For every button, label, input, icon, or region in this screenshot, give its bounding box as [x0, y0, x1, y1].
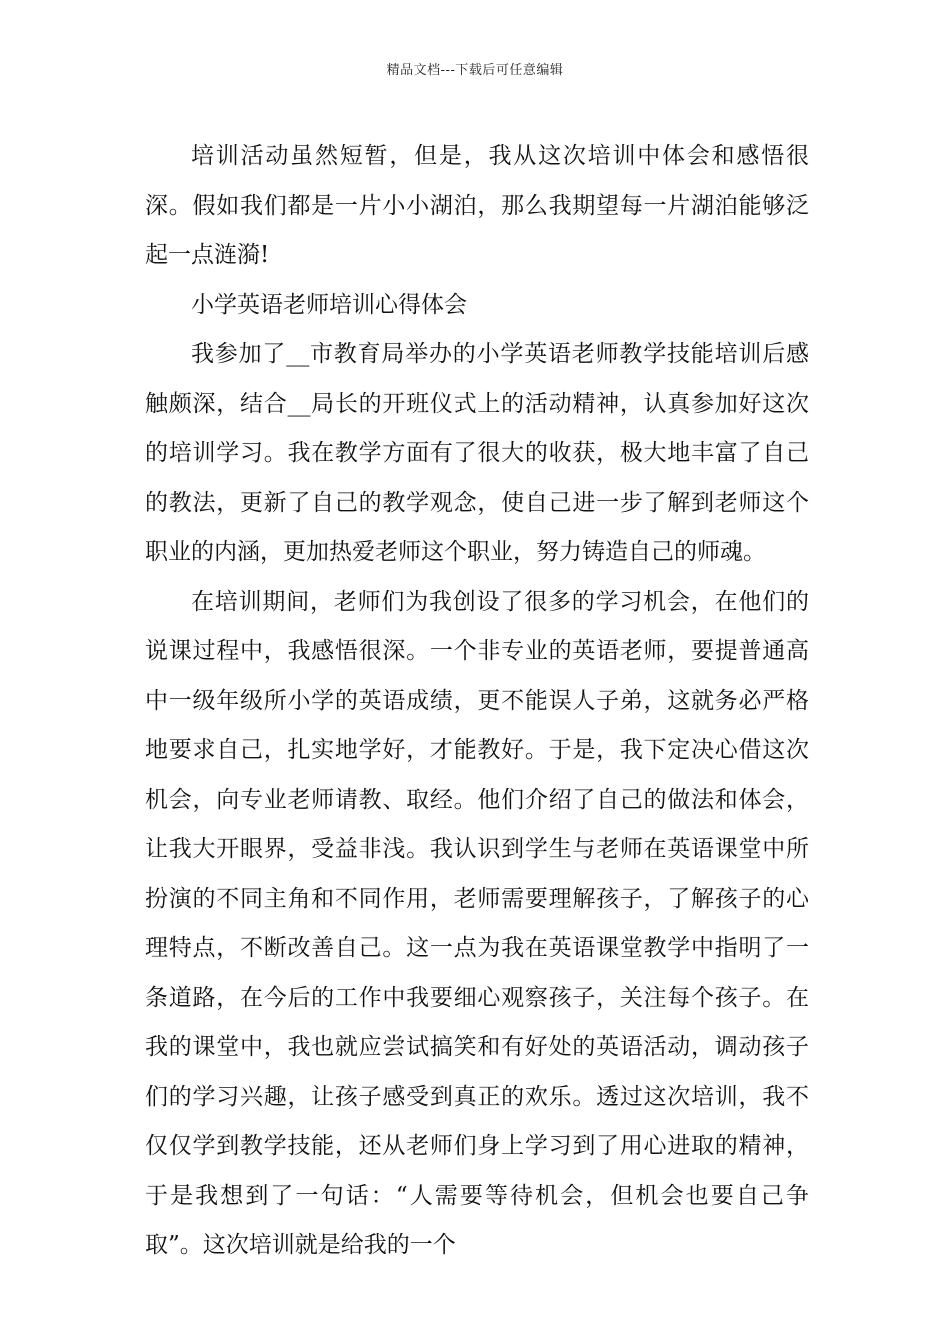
page-header: 精品文档---下载后可任意编辑 — [386, 63, 564, 78]
paragraph-reflection: 培训活动虽然短暂，但是，我从这次培训中体会和感悟很深。假如我们都是一片小小湖泊，那么我期望每一片湖泊能够泛起一点涟漪! — [145, 143, 809, 268]
section-title: 小学英语老师培训心得体会 — [191, 291, 467, 318]
paragraph-training-intro: 我参加了__市教育局举办的小学英语老师教学技能培训后感触颇深，结合__局长的开班仪式上的活动精神，认真参加好这次的培训学习。我在教学方面有了很大的收获，极大地丰富了自己的教法，更新了自己的教学观念，使自己进一步了解到老师这个职业的内涵，更加热爱老师这个职业，努力铸造自己的师魂。 — [145, 341, 809, 565]
document-body — [145, 132, 809, 1271]
paragraph-training-period: 在培训期间，老师们为我创设了很多的学习机会，在他们的说课过程中，我感悟很深。一个非专业的英语老师，要提普通高中一级年级所小学的英语成绩，更不能误人子弟，这就务必严格地要求自己，扎实地学好，才能教好。于是，我下定决心借这次机会，向专业老师请教、取经。他们介绍了自己的做法和体会，让我大开眼界，受益非浅。我认识到学生与老师在英语课堂中所扮演的不同主角和不同作用，老师需要理解孩子，了解孩子的心理特点，不断改善自己。这一点为我在英语课堂教学中指明了一条道路，在今后的工作中我要细心观察孩子，关注每个孩子。在我的课堂中，我也就应尝试搞笑和有好处的英语活动，调动孩子们的学习兴趣，让孩子感受到真正的欢乐。透过这次培训，我不仅仅学到教学技能，还从老师们身上学习到了用心进取的精神，于是我想到了一句话：“人需要等待机会，但机会也要自己争取”。这次培训就是给我的一个 — [145, 588, 809, 1258]
